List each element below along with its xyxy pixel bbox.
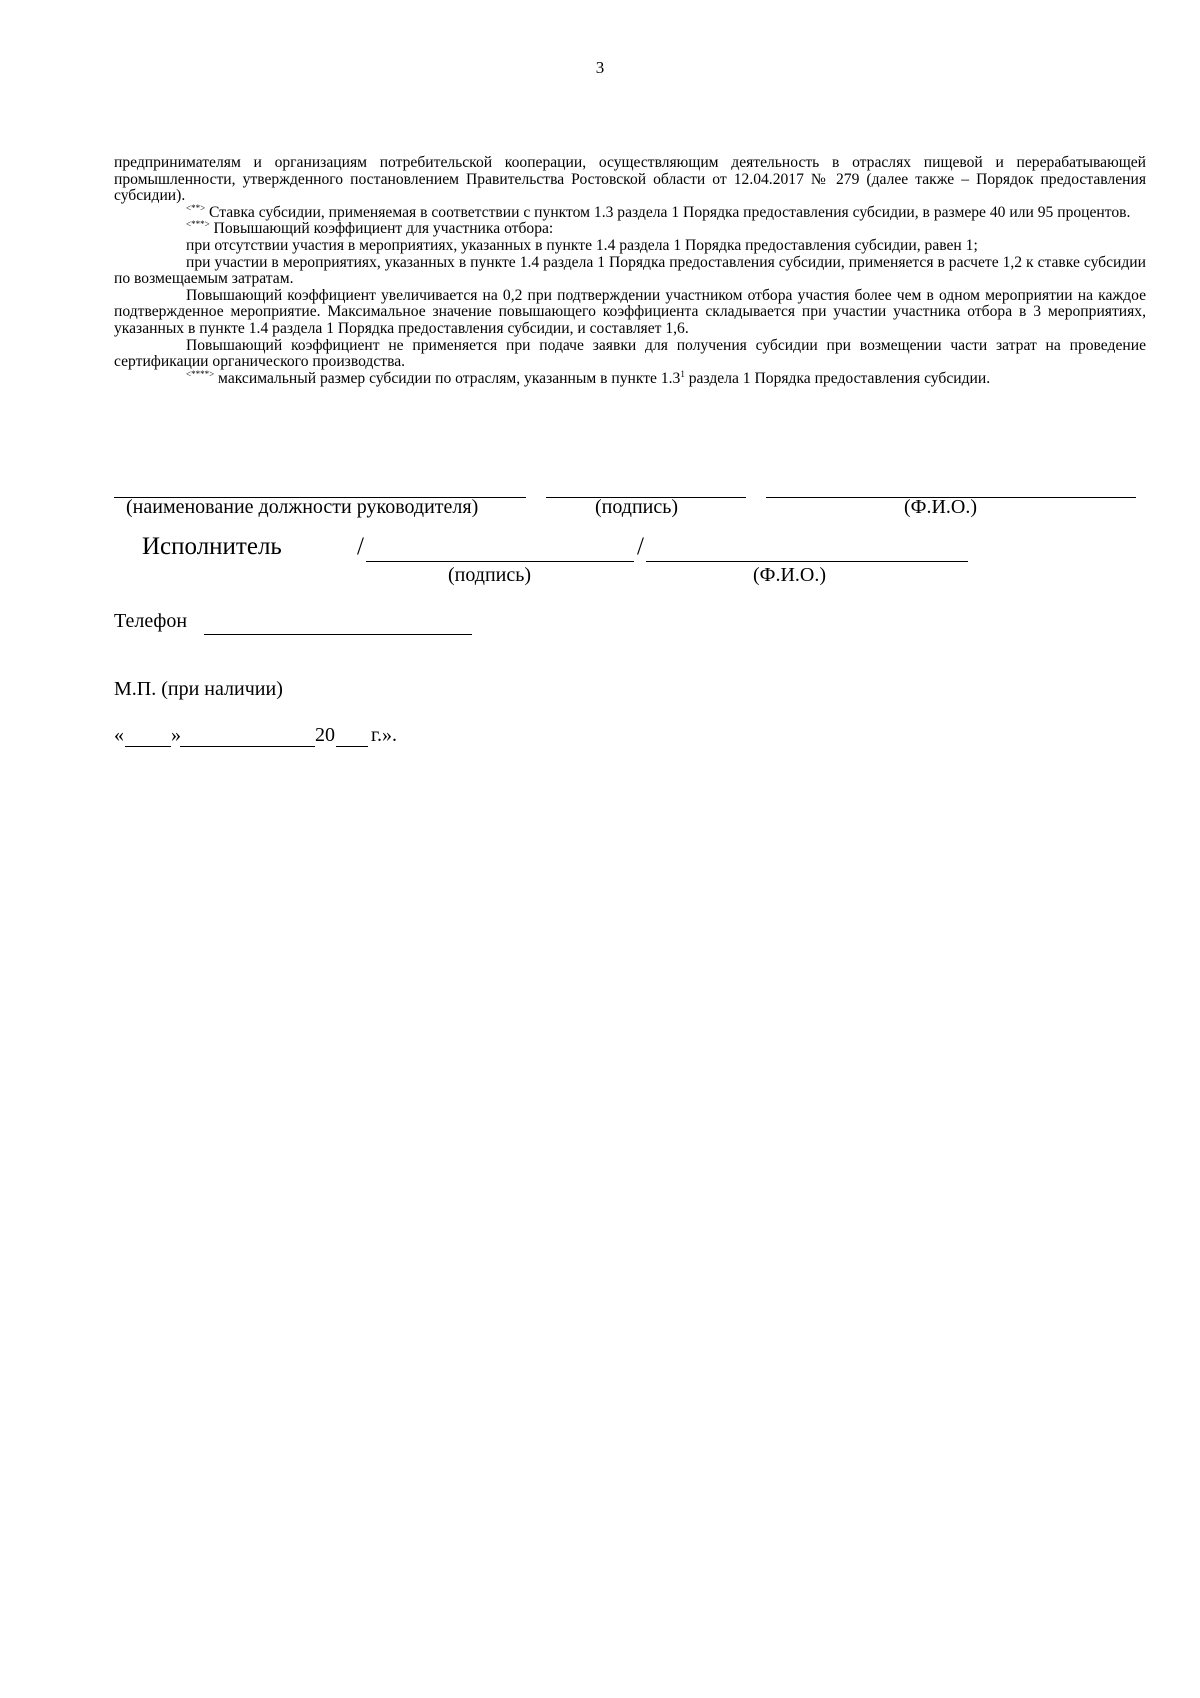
- date-day-line[interactable]: [125, 746, 171, 747]
- executor-fio-caption: (Ф.И.О.): [753, 564, 827, 586]
- date-suffix: г.».: [371, 724, 397, 746]
- footnote-mark: <**>: [186, 202, 206, 213]
- date-month-line[interactable]: [180, 746, 315, 747]
- signature-caption: (подпись): [595, 496, 679, 518]
- note-paragraph: предпринимателям и организациям потребительской кооперации, осуществляющим деятельность в отраслях пищевой и перерабатывающей промышленности, утвержденного постановлением Правительства Ростовской области от 12.04.2017 № 279 (далее также – Порядок предоставления субсидии).: [114, 154, 1146, 205]
- note-paragraph: Повышающий коэффициент увеличивается на 0,2 при подтверждении участником отбора участия более чем в одном мероприятии на каждое подтвержденное мероприятие. Максимальное значение повышающего коэффициента складывается при участии участника отбора в 3 мероприятиях, указанных в пункте 1.4 раздела 1 Порядка предоставления субсидии, и составляет 1,6.: [114, 286, 1146, 337]
- note-max-subsidy: <****> максимальный размер субсидии по отраслям, указанным в пункте $1.3^1$ раздела 1 Порядка предоставления субсидии.: [186, 368, 991, 387]
- footnotes: [114, 155, 1146, 387]
- footnote-mark: <***>: [186, 219, 210, 230]
- note-paragraph: при отсутствии участия в мероприятиях, указанных в пункте 1.4 раздела 1 Порядка предоставления субсидии, равен 1;: [186, 236, 978, 254]
- page-number: 3: [595, 58, 605, 77]
- executor-fio-line[interactable]: [646, 561, 968, 562]
- date-close-quote: »: [171, 724, 181, 746]
- note-rate: <**> Ставка субсидии, применяемая в соответствии с пунктом 1.3 раздела 1 Порядка предоставления субсидии, в размере 40 или 95 процентов.: [186, 202, 1131, 221]
- position-caption: (наименование должности руководителя): [126, 496, 479, 518]
- date-year-line[interactable]: [336, 746, 368, 747]
- phone-label: Телефон: [114, 610, 188, 632]
- date-open-quote: «: [114, 724, 124, 746]
- phone-line[interactable]: [204, 634, 472, 635]
- date-year-prefix: 20: [315, 724, 335, 746]
- note-paragraph: Повышающий коэффициент не применяется при подаче заявки для получения субсидии при возмещении части затрат на проведение сертификации органического производства.: [114, 336, 1146, 371]
- note-paragraph: при участии в мероприятиях, указанных в пункте 1.4 раздела 1 Порядка предоставления субсидии, применяется в расчете 1,2 к ставке субсидии по возмещаемым затратам.: [114, 253, 1146, 288]
- stamp-label: М.П. (при наличии): [114, 678, 283, 700]
- executor-slash: /: [637, 533, 644, 560]
- executor-signature-line[interactable]: [366, 561, 634, 562]
- fio-caption: (Ф.И.О.): [904, 496, 978, 518]
- footnote-mark: <****>: [186, 368, 215, 379]
- note-coefficient: <***> Повышающий коэффициент для участника отбора:: [186, 219, 554, 238]
- executor-signature-caption: (подпись): [448, 564, 532, 586]
- executor-slash: /: [357, 533, 364, 560]
- executor-label: Исполнитель: [142, 533, 282, 560]
